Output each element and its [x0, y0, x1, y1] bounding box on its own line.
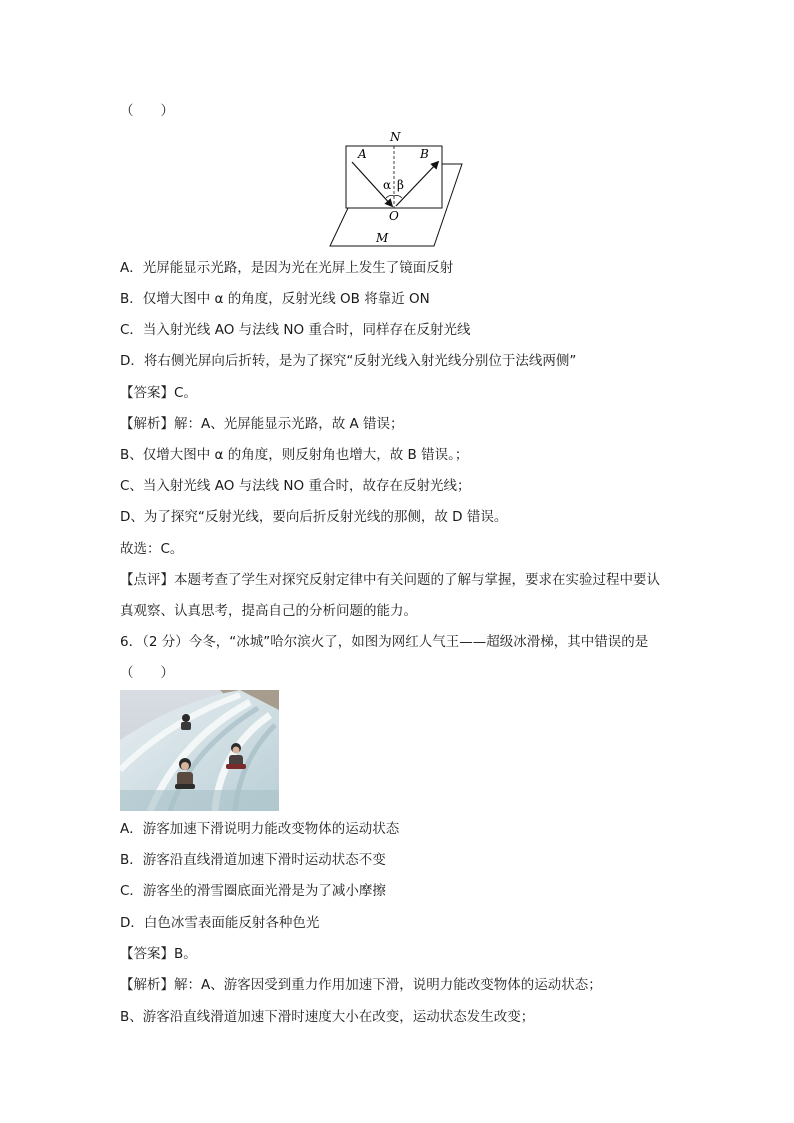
- q6-option-b: B．游客沿直线滑道加速下滑时运动状态不变: [120, 852, 386, 868]
- q6-analysis-line: B、游客沿直线滑道加速下滑时速度大小在改变，运动状态发生改变；: [120, 1009, 535, 1025]
- q5-option-d: D．将右侧光屏向后折转，是为了探究“反射光线入射光线分别位于法线两侧”: [120, 353, 577, 369]
- q5-option-c: C．当入射光线 AO 与法线 NO 重合时，同样存在反射光线: [120, 322, 471, 338]
- reflection-apparatus-figure: [328, 128, 468, 248]
- q5-comment-line: 【点评】本题考查了学生对探究反射定律中有关问题的了解与掌握，要求在实验过程中要认: [120, 572, 660, 588]
- label-n: N: [390, 130, 401, 144]
- label-alpha: α: [383, 178, 392, 192]
- ice-slide-photo: [120, 690, 279, 811]
- q6-option-d: D．白色冰雪表面能反射各种色光: [120, 915, 320, 931]
- q5-analysis-line: C、当入射光线 AO 与法线 NO 重合时，故存在反射光线；: [120, 478, 471, 494]
- q5-option-a: A．光屏能显示光路，是因为光在光屏上发生了镜面反射: [120, 260, 454, 276]
- q6-option-c: C．游客坐的滑雪圈底面光滑是为了减小摩擦: [120, 883, 386, 899]
- q6-stem: 6．（2 分）今冬，“冰城”哈尔滨火了，如图为网红人气王——超级冰滑梯，其中错误的是: [120, 634, 649, 650]
- q6-analysis-line: 【解析】解：A、游客因受到重力作用加速下滑，说明力能改变物体的运动状态；: [120, 977, 602, 993]
- ice-block-foreground: [120, 790, 279, 811]
- q5-analysis-line: D、为了探究“反射光线，要向后折反射光线的那侧，故 D 错误。: [120, 509, 508, 525]
- q5-analysis-line: 故选：C。: [120, 541, 184, 557]
- q5-analysis-line: 【解析】解：A、光屏能显示光路，故 A 错误；: [120, 416, 404, 432]
- q5-answer-bracket: （ ）: [120, 103, 174, 119]
- q6-answer: 【答案】B。: [120, 946, 197, 962]
- q5-option-b: B．仅增大图中 α 的角度，反射光线 OB 将靠近 ON: [120, 291, 430, 307]
- q5-analysis-line: B、仅增大图中 α 的角度，则反射角也增大，故 B 错误。；: [120, 447, 469, 463]
- label-b: B: [420, 147, 429, 161]
- label-beta: β: [397, 178, 404, 192]
- label-m: M: [376, 231, 389, 245]
- label-o: O: [389, 209, 399, 223]
- q5-answer: 【答案】C。: [120, 385, 197, 401]
- q5-comment-line: 真观察、认真思考，提高自己的分析问题的能力。: [120, 603, 417, 619]
- q6-option-a: A．游客加速下滑说明力能改变物体的运动状态: [120, 821, 400, 837]
- q6-answer-bracket: （ ）: [120, 665, 174, 681]
- label-a: A: [358, 147, 367, 161]
